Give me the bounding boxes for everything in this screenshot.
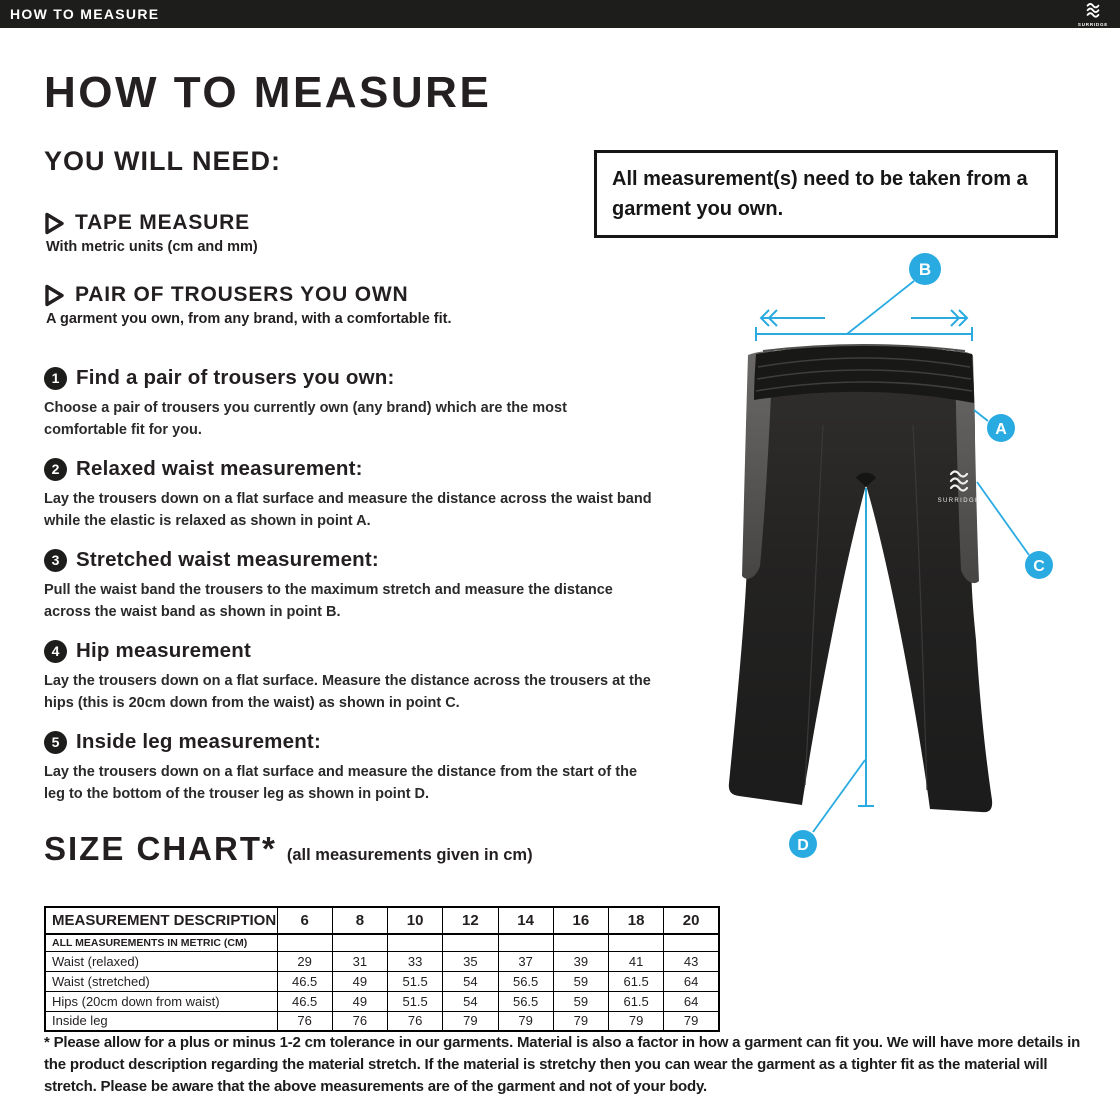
- column-header-size: 14: [498, 907, 553, 934]
- step-number-badge: 4: [44, 640, 67, 663]
- stretch-arrow-left: [761, 310, 825, 326]
- surridge-logo-text: SURRIDGE: [1077, 22, 1109, 27]
- top-bar: [0, 0, 1120, 28]
- you-will-need-heading: YOU WILL NEED:: [44, 146, 282, 176]
- point-a-label: A: [995, 421, 1007, 438]
- trousers-illustration: [729, 345, 992, 812]
- value-cell: 64: [664, 971, 719, 991]
- value-cell: 49: [332, 991, 387, 1011]
- page-title: HOW TO MEASURE: [44, 68, 492, 117]
- tolerance-footnote: * Please allow for a plus or minus 1-2 cm tolerance in our garments. Material is also a factor in how a garment can fit you. We will have more details in the product description regarding the material stretch. If the material is stretchy then you can wear the garment as a tighter fit as the material will stretch. Please be aware that the above measurements are of the garment and not of your body.: [44, 1034, 1081, 1096]
- size-chart-subtitle: (all measurements given in cm): [286, 846, 533, 864]
- garment-logo-text: SURRIDGE: [937, 498, 981, 504]
- value-cell: 31: [332, 951, 387, 971]
- trousers-measurement-diagram: [715, 240, 1075, 890]
- table-header-row: [45, 907, 719, 934]
- step-title: Hip measurement: [76, 639, 252, 662]
- value-cell: 54: [443, 971, 498, 991]
- pointer-line-d: [813, 760, 865, 832]
- empty-cell: [332, 934, 387, 951]
- column-header-size: 16: [553, 907, 608, 934]
- empty-cell: [443, 934, 498, 951]
- value-cell: 64: [664, 991, 719, 1011]
- step-description: Lay the trousers down on a flat surface. Measure the distance across the trousers at the hips (this is 20cm down from the waist) as shown in point C.: [44, 673, 651, 712]
- row-label-cell: Hips (20cm down from waist): [45, 991, 277, 1011]
- value-cell: 46.5: [277, 991, 332, 1011]
- step-1: [44, 366, 664, 442]
- value-cell: 49: [332, 971, 387, 991]
- size-chart-body: [45, 934, 719, 1031]
- table-row: [45, 951, 719, 971]
- point-c-label: C: [1033, 558, 1045, 575]
- column-header-size: 8: [332, 907, 387, 934]
- value-cell: 79: [498, 1011, 553, 1031]
- value-cell: 37: [498, 951, 553, 971]
- need-item-desc: A garment you own, from any brand, with a comfortable fit.: [46, 311, 452, 327]
- inside-leg-line: [858, 488, 874, 806]
- row-label-cell: Waist (stretched): [45, 971, 277, 991]
- stretch-arrow-right: [911, 310, 967, 326]
- table-row: [45, 971, 719, 991]
- value-cell: 39: [553, 951, 608, 971]
- row-label-cell: Waist (relaxed): [45, 951, 277, 971]
- value-cell: 43: [664, 951, 719, 971]
- point-b-label: B: [918, 260, 932, 279]
- step-title: Find a pair of trousers you own:: [76, 366, 395, 389]
- size-chart-header: [45, 907, 719, 934]
- pointer-line-a: [974, 410, 988, 421]
- value-cell: 33: [388, 951, 443, 971]
- step-description: Choose a pair of trousers you currently own (any brand) which are the most comfortable fit for you.: [44, 400, 567, 439]
- need-item-title: PAIR OF TROUSERS YOU OWN: [75, 283, 409, 306]
- pointer-line-b: [847, 281, 914, 334]
- step-3: [44, 548, 664, 624]
- note-cell: ALL MEASUREMENTS IN METRIC (CM): [45, 934, 277, 951]
- measurement-notice-box: All measurement(s) need to be taken from a garment you own.: [594, 150, 1058, 238]
- column-header-size: 18: [609, 907, 664, 934]
- surridge-logo-icon: [1082, 1, 1104, 23]
- pointer-line-c: [977, 482, 1029, 555]
- step-description: Lay the trousers down on a flat surface and measure the distance across the waist band while the elastic is relaxed as shown in point A.: [44, 491, 652, 530]
- value-cell: 61.5: [609, 991, 664, 1011]
- value-cell: 76: [388, 1011, 443, 1031]
- play-triangle-icon: [44, 212, 65, 235]
- need-item-trousers: [44, 283, 604, 327]
- step-title: Stretched waist measurement:: [76, 548, 379, 571]
- value-cell: 61.5: [609, 971, 664, 991]
- empty-cell: [498, 934, 553, 951]
- need-item-desc: With metric units (cm and mm): [46, 239, 258, 255]
- table-row: [45, 1011, 719, 1031]
- column-header-size: 20: [664, 907, 719, 934]
- value-cell: 51.5: [388, 971, 443, 991]
- size-chart-title: SIZE CHART*: [44, 830, 277, 867]
- play-triangle-icon: [44, 284, 65, 307]
- value-cell: 51.5: [388, 991, 443, 1011]
- table-note-row: [45, 934, 719, 951]
- column-header-size: 10: [388, 907, 443, 934]
- value-cell: 79: [609, 1011, 664, 1031]
- point-d-label: D: [797, 837, 809, 854]
- value-cell: 59: [553, 991, 608, 1011]
- step-number-badge: 3: [44, 549, 67, 572]
- value-cell: 79: [664, 1011, 719, 1031]
- empty-cell: [553, 934, 608, 951]
- value-cell: 56.5: [498, 991, 553, 1011]
- value-cell: 35: [443, 951, 498, 971]
- value-cell: 59: [553, 971, 608, 991]
- value-cell: 76: [332, 1011, 387, 1031]
- column-header-description: MEASUREMENT DESCRIPTION: [45, 907, 277, 934]
- value-cell: 41: [609, 951, 664, 971]
- step-number-badge: 5: [44, 731, 67, 754]
- value-cell: 76: [277, 1011, 332, 1031]
- need-item-tape-measure: [44, 211, 604, 255]
- empty-cell: [664, 934, 719, 951]
- empty-cell: [277, 934, 332, 951]
- step-number-badge: 2: [44, 458, 67, 481]
- value-cell: 29: [277, 951, 332, 971]
- step-title: Relaxed waist measurement:: [76, 457, 363, 480]
- step-2: [44, 457, 664, 533]
- size-chart-table: [44, 906, 720, 1032]
- top-bar-title: HOW TO MEASURE: [10, 6, 160, 22]
- step-number-badge: 1: [44, 367, 67, 390]
- step-title: Inside leg measurement:: [76, 730, 321, 753]
- need-item-title: TAPE MEASURE: [75, 211, 250, 234]
- row-label-cell: Inside leg: [45, 1011, 277, 1031]
- step-4: [44, 639, 664, 715]
- step-description: Lay the trousers down on a flat surface and measure the distance from the start of the leg to the bottom of the trouser leg as shown in point D.: [44, 764, 638, 803]
- empty-cell: [388, 934, 443, 951]
- step-description: Pull the waist band the trousers to the maximum stretch and measure the distance across the waist band as shown in point B.: [44, 582, 613, 621]
- size-chart-heading: [44, 830, 533, 868]
- column-header-size: 6: [277, 907, 332, 934]
- empty-cell: [609, 934, 664, 951]
- value-cell: 79: [443, 1011, 498, 1031]
- value-cell: 46.5: [277, 971, 332, 991]
- table-row: [45, 991, 719, 1011]
- value-cell: 56.5: [498, 971, 553, 991]
- column-header-size: 12: [443, 907, 498, 934]
- value-cell: 79: [553, 1011, 608, 1031]
- step-5: [44, 730, 664, 806]
- surridge-logo: [1073, 1, 1113, 27]
- value-cell: 54: [443, 991, 498, 1011]
